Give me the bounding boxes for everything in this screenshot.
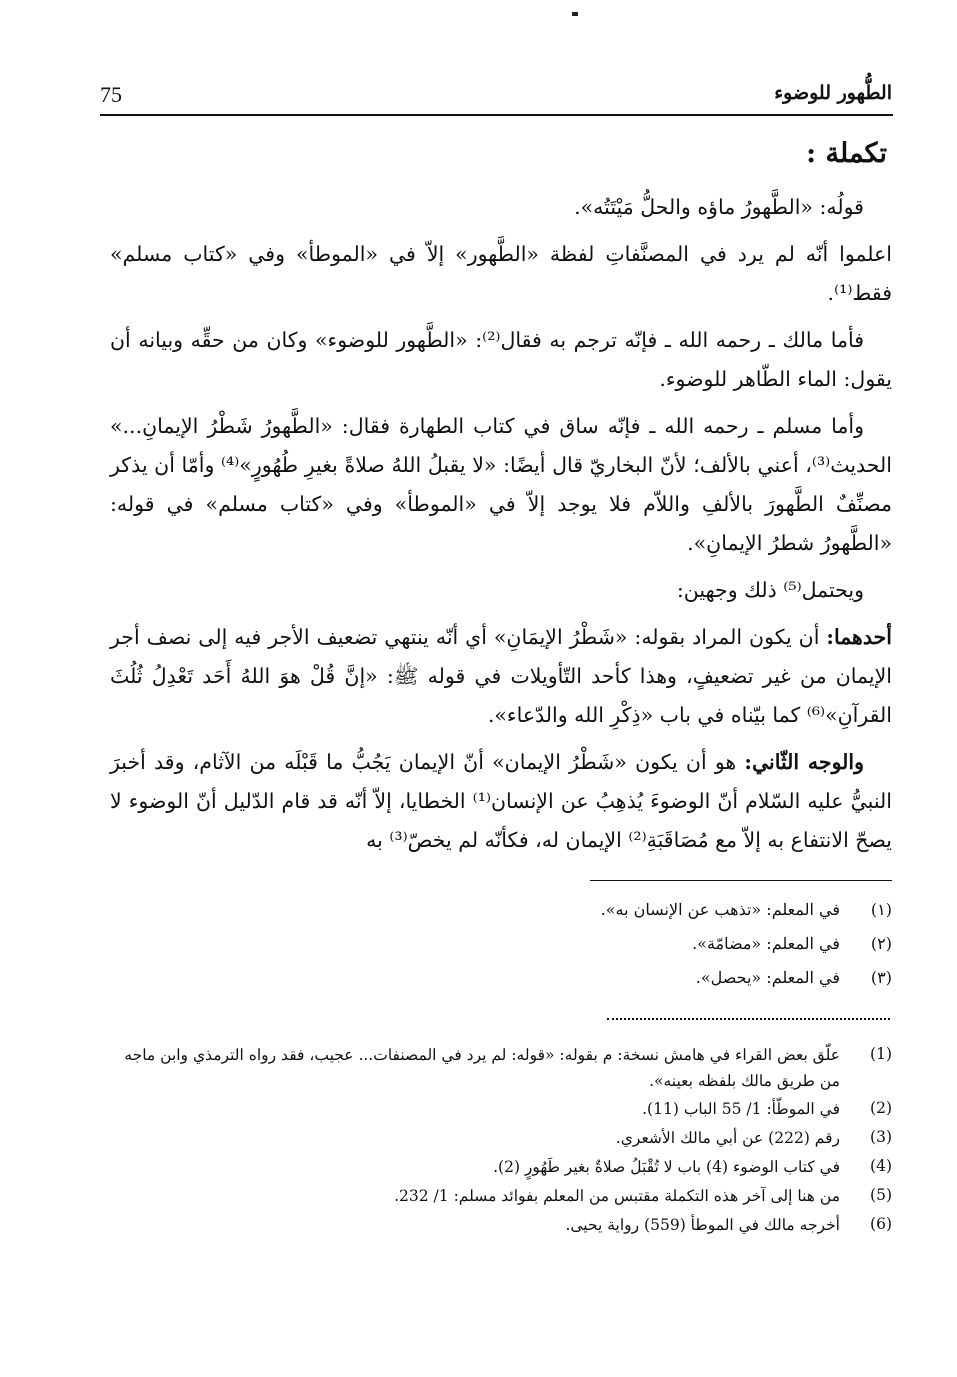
footnote-number: (5): [870, 1186, 892, 1204]
footnote-item: [110, 1040, 892, 1094]
running-title: الطُّهور للوضوء: [774, 82, 892, 104]
paragraph-7-lead: والوجه الثّاني:: [744, 750, 865, 774]
footnote-text: في الموطّأ: 1/ 55 الباب (11).: [642, 1100, 840, 1118]
paragraph-6-lead: أحدهما:: [826, 625, 892, 649]
footnote-item: [110, 893, 892, 927]
page-number: 75: [100, 82, 122, 107]
footnote-item: [110, 1181, 892, 1210]
footnote-text: رقم (222) عن أبي مالك الأشعري.: [615, 1129, 840, 1147]
top-page-mark: [572, 12, 578, 16]
footnote-item: [110, 961, 892, 995]
section-title: تكملة :: [806, 138, 887, 169]
source-footnotes: [110, 1040, 892, 1239]
footnote-item: [110, 1210, 892, 1239]
footnote-number: (2): [870, 1099, 892, 1117]
footnote-text: في المعلم: «تذهب عن الإنسان به».: [600, 900, 840, 919]
paragraph-3: فأما مالك ـ رحمه الله ـ فإنّه ترجم به فقال⁽²⁾: «الطَّهور للوضوء» وكان من حقِّه وبيانه أن يقول: الماء الطّاهر للوضوء.: [110, 328, 892, 391]
main-text: [110, 188, 892, 868]
paragraph-7-text: هو أن يكون «شَطْرُ الإيمان» أنّ الإيمان يَجُبُّ ما قَبْلَه من الآثام، وقد أخبرَ النبيُّ عليه السّلام أنّ الوضوءَ يُذهِبُ عن الإنسان⁽¹⁾ الخطايا، إلاّ أنّه قد قام الدّليل أنّ الوضوء لا يصحّ الانتفاع به إلاّ مع مُصَاقَبَةِ⁽²⁾ الإيمان له، فكأنّه لم يخصّ⁽³⁾ به: [110, 750, 892, 852]
footnote-text: في كتاب الوضوء (4) باب لا تُقْبَلُ صلاةٌ بغير طَهُورٍ (2).: [493, 1158, 840, 1176]
paragraph-6-text: أن يكون المراد بقوله: «شَطْرُ الإيمَانِ» أي أنّه ينتهي تضعيف الأجر فيه إلى نصف أجر الإيمان من غير تضعيفٍ، وهذا كأحد التّأويلات في قوله ﷺ: «إنَّ قُلْ هوَ اللهُ أَحَد تَعْدِلُ ثُلُثَ القرآنِ»⁽⁶⁾ كما بيّناه في باب «ذِكْرِ الله والدّعاء».: [110, 625, 892, 727]
footnote-item: [110, 1123, 892, 1152]
paragraph-7: [110, 743, 892, 860]
dotted-separator: [607, 1018, 890, 1020]
footnote-text: أخرجه مالك في الموطأ (559) رواية يحيى.: [565, 1216, 840, 1234]
footnote-text: من هنا إلى آخر هذه التكملة مقتبس من المعلم بفوائد مسلم: 1/ 232.: [394, 1187, 840, 1205]
paragraph-5: ويحتمل⁽⁵⁾ ذلك وجهين:: [676, 578, 864, 602]
footnote-number: (4): [870, 1157, 892, 1175]
footnote-text: علّق بعض القراء في هامش نسخة: م بقوله: «قوله: لم يرد في المصنفات... عجيب، فقد رواه الترمذي وابن ماجه من طريق مالك بلفظه بعينه».: [124, 1046, 840, 1090]
paragraph-6: [110, 618, 892, 735]
footnote-rule: [590, 880, 892, 881]
paragraph-1: قولُه: «الطَّهورُ ماؤه والحلُّ مَيْتَتُه».: [574, 195, 864, 219]
footnote-number: (١): [870, 900, 892, 919]
footnote-number: (3): [870, 1128, 892, 1146]
footnote-item: [110, 927, 892, 961]
paragraph-4: وأما مسلم ـ رحمه الله ـ فإنّه ساق في كتاب الطهارة فقال: «الطَّهورُ شَطْرُ الإيمانِ...» الحديث⁽³⁾، أعني بالألف؛ لأنّ البخاريّ قال أيضًا: «لا يقبلُ اللهُ صلاةً بغيرِ طُهُورٍ»⁽⁴⁾ وأمّا أن يذكر مصنِّفٌ الطَّهورَ بالألفِ واللاّم فلا يوجد إلاّ في «الموطأ» وفي «كتاب مسلم» في قوله: «الطَّهورُ شطرُ الإيمانِ».: [110, 414, 892, 555]
footnote-item: [110, 1152, 892, 1181]
footnote-item: [110, 1094, 892, 1123]
footnote-number: (6): [870, 1215, 892, 1233]
footnote-number: (1): [870, 1045, 892, 1063]
paragraph-2: اعلموا أنّه لم يرد في المصنَّفاتِ لفظة «الطَّهور» إلاّ في «الموطأ» وفي «كتاب مسلم» فقط⁽¹⁾.: [110, 242, 892, 305]
running-header: [100, 80, 892, 110]
footnote-number: (٢): [870, 934, 892, 953]
footnote-text: في المعلم: «يحصل».: [695, 968, 840, 987]
footnote-text: في المعلم: «مضامّة».: [692, 934, 840, 953]
header-rule: [100, 114, 893, 116]
editor-footnotes: [110, 893, 892, 995]
footnote-number: (٣): [870, 968, 892, 987]
